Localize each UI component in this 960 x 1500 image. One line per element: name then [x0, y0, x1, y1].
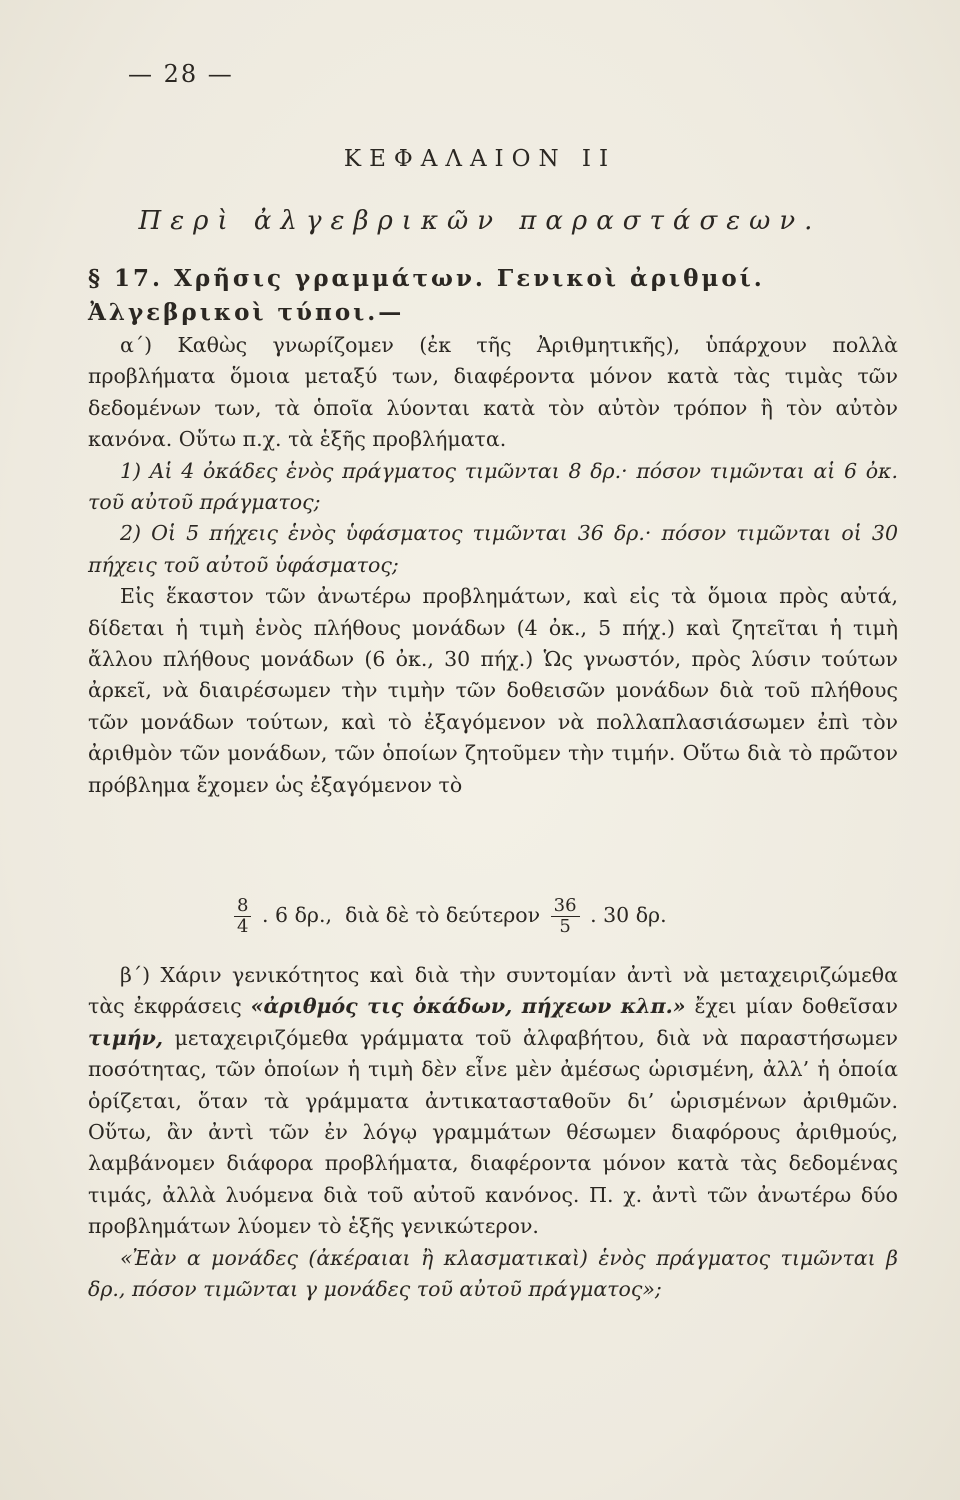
fraction-1-tail: . 6 δρ.,	[261, 903, 333, 927]
problem-1: 1) Αἱ 4 ὀκάδες ἑνὸς πράγματος τιμῶνται 8 δρ.· πόσον τιμῶνται αἱ 6 ὀκ. τοῦ αὐτοῦ πράγματος;	[88, 458, 898, 515]
fraction-2	[551, 896, 580, 937]
paragraph-b-text-2: ἔχει μίαν δοθεῖσαν	[694, 994, 898, 1019]
paragraph-a-intro: α´) Καθὼς γνωρίζομεν (ἐκ τῆς Ἀριθμητικῆς), ὑπάρχουν πολλὰ προβλήματα ὅμοια μεταξύ των, διαφέροντα μόνον κατὰ τὰς τιμὰς τῶν δεδομένων των, τὰ ὁποῖα λύονται κατὰ τὸν αὐτὸν τρόπον ἢ τὸν αὐτὸν κανόνα. Οὕτω π.χ. τὰ ἑξῆς προβλήματα.	[88, 333, 898, 452]
fraction-1-numerator: 8	[234, 896, 251, 917]
fraction-1	[234, 896, 251, 937]
page-number: — 28 —	[128, 60, 234, 88]
paragraph-b-emphasis-2: τιμήν,	[88, 1025, 163, 1050]
fraction-middle-text: διὰ δὲ τὸ δεύτερον	[345, 903, 541, 927]
fraction-2-numerator: 36	[551, 896, 580, 917]
fraction-expression	[230, 896, 830, 956]
paragraph-a-explanation: Εἰς ἕκαστον τῶν ἀνωτέρω προβλημάτων, καὶ εἰς τὰ ὅμοια πρὸς αὐτά, δίδεται ἡ τιμὴ ἑνὸς πλήθους μονάδων (4 ὀκ., 5 πήχ.) καὶ ζητεῖται ἡ τιμὴ ἄλλου πλήθους μονάδων (6 ὀκ., 30 πήχ.) Ὡς γνωστόν, πρὸς λύσιν τούτων ἀρκεῖ, νὰ διαιρέσωμεν τὴν τιμὴν τῶν δοθεισῶν μονάδων διὰ τοῦ πλήθους τῶν μονάδων τούτων, καὶ τὸ ἐξαγόμενον νὰ πολλαπλασιάσωμεν ἐπὶ τὸν ἀριθμὸν τῶν μονάδων, τῶν ὁποίων ζητοῦμεν τὴν τιμήν. Οὕτω διὰ τὸ πρῶτον πρόβλημα ἔχομεν ὡς ἐξαγόμενον τὸ	[88, 584, 898, 797]
section-heading: § 17. Χρῆσις γραμμάτων. Γενικοὶ ἀριθμοί. Ἀλγεβρικοὶ τύποι.—	[88, 265, 765, 326]
paragraph-b-text-1: β´) Χάριν γενικότητος καὶ διὰ τὴν συντομίαν ἀντὶ νὰ μεταχειριζώμεθα τὰς ἐκφράσεις	[88, 963, 898, 1019]
problem-2: 2) Οἱ 5 πήχεις ἑνὸς ὑφάσματος τιμῶνται 36 δρ.· πόσον τιμῶνται οἱ 30 πήχεις τοῦ αὐτοῦ ὑφάσματος;	[88, 521, 898, 577]
paragraph-a	[88, 330, 898, 801]
paragraph-b-emphasis-1: «ἀριθμός τις ὀκάδων, πήχεων κλπ.»	[250, 994, 686, 1019]
paragraph-b	[88, 960, 898, 1305]
fraction-2-tail: . 30 δρ.	[590, 903, 667, 927]
general-problem-quote: «Ἐὰν α μονάδες (ἀκέραιαι ἢ κλασματικαὶ) ἑνὸς πράγματος τιμῶνται β δρ., πόσον τιμῶνται γ μονάδες τοῦ αὐτοῦ πράγματος»;	[88, 1245, 898, 1302]
paragraph-b-body	[88, 960, 898, 1243]
chapter-heading: ΚΕΦΑΛΑΙΟΝ II	[343, 146, 617, 172]
paragraph-b-text-3: μεταχειριζόμεθα γράμματα τοῦ ἀλφαβήτου, διὰ νὰ παραστήσωμεν ποσότητας, τῶν ὁποίων ἡ τιμὴ δὲν εἶνε μὲν ἀμέσως ὡρισμένη, ἀλλ’ ἡ ὁποία ὁρίζεται, ὅταν τὰ γράμματα ἀντικατασταθοῦν δι’ ὡρισμένων ἀριθμῶν. Οὕτω, ἂν ἀντὶ τῶν ἐν λόγῳ γραμμάτων θέσωμεν διαφόρους ἀριθμούς, λαμβάνομεν διάφορα προβλήματα, διαφέροντα μόνον κατὰ τὰς δεδομένας τιμάς, ἀλλὰ λυόμενα διὰ τοῦ αὐτοῦ κανόνος. Π. χ. ἀντὶ τῶν ἀνωτέρω δύο προβλημάτων λύομεν τὸ ἑξῆς γενικώτερον.	[88, 1025, 898, 1239]
chapter-subtitle: Περὶ ἀλγεβρικῶν παραστάσεων.	[138, 206, 822, 236]
fraction-1-denominator: 4	[237, 916, 249, 937]
fraction-2-denominator: 5	[559, 916, 571, 937]
